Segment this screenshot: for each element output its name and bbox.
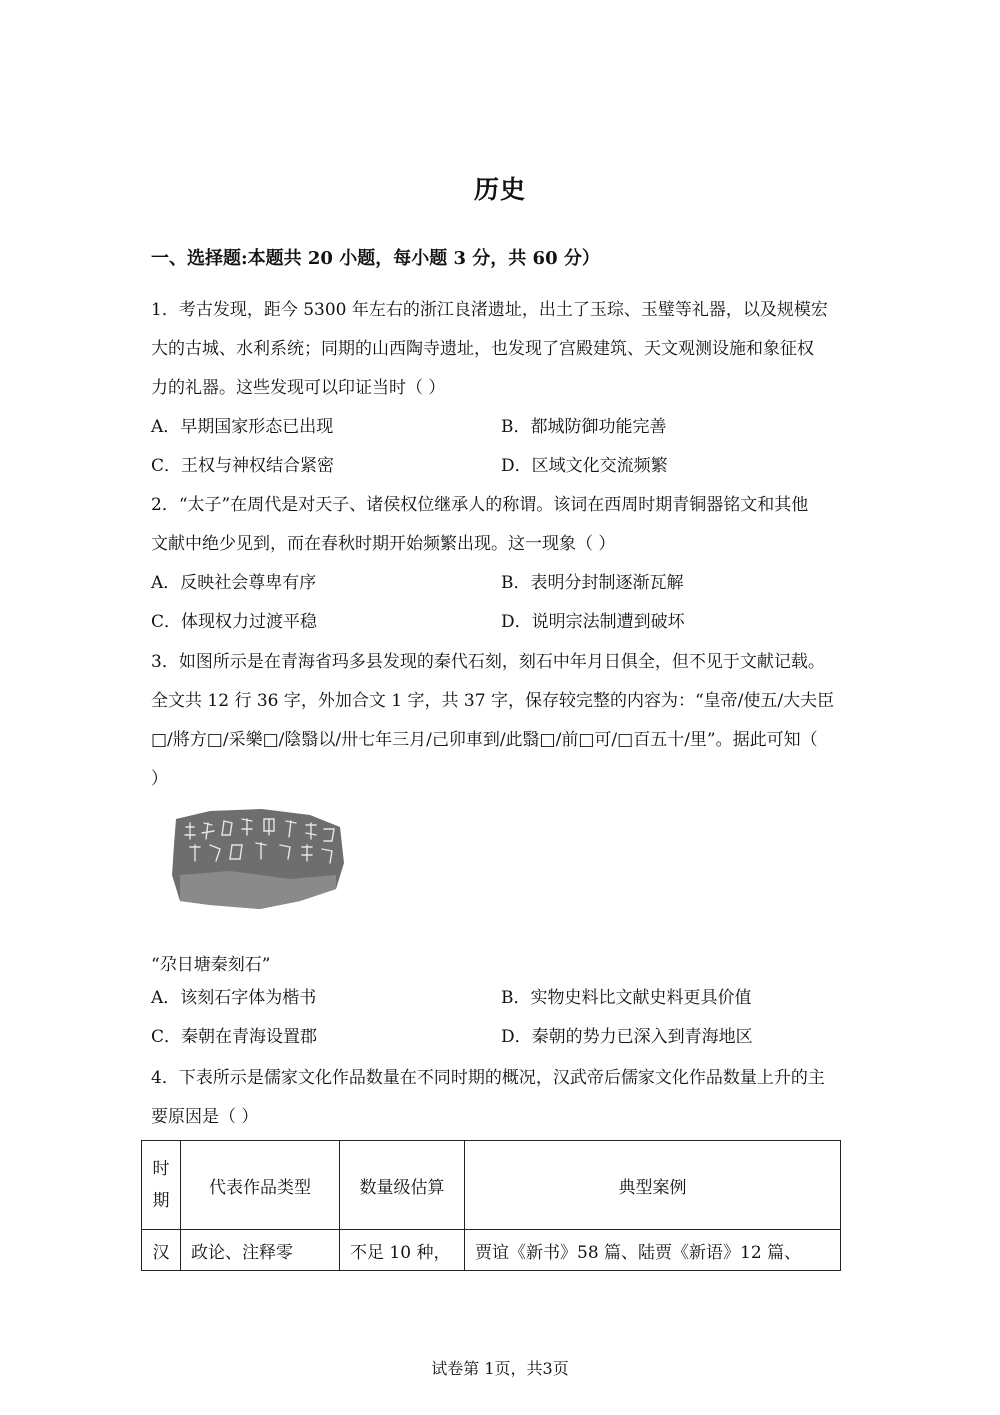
- q4-table: [141, 1140, 841, 1271]
- q1-option-c: C．王权与神权结合紧密: [151, 456, 335, 476]
- header-examples: 典型案例: [465, 1141, 841, 1230]
- image-caption: “尕日塘秦刻石”: [151, 955, 271, 975]
- q1-stem-line-3: 力的礼器。这些发现可以印证当时（ ）: [151, 378, 446, 398]
- q2-stem-line-2: 文献中绝少见到，而在春秋时期开始频繁出现。这一现象（ ）: [151, 534, 616, 554]
- q1-stem-line-2: 大的古城、水利系统；同期的山西陶寺遗址，也发现了宫殿建筑、天文观测设施和象征权: [151, 339, 814, 359]
- q3-stem-line-4: ）: [151, 769, 168, 789]
- q3-option-a: A．该刻石字体为楷书: [151, 988, 317, 1008]
- header-work-type: 代表作品类型: [181, 1141, 340, 1230]
- header-period: 时 期: [142, 1141, 181, 1230]
- header-quantity: 数量级估算: [340, 1141, 465, 1230]
- q3-stem-line-2: 全文共 12 行 36 字，外加合文 1 字，共 37 字，保存较完整的内容为：“皇帝/使五/大夫臣: [151, 691, 835, 711]
- section-heading: 一、选择题:本题共 20 小题，每小题 3 分，共 60 分）: [151, 248, 600, 269]
- q2-option-d: D．说明宗法制遭到破坏: [501, 612, 685, 632]
- table-row: [142, 1230, 841, 1271]
- q4-stem-line-2: 要原因是（ ）: [151, 1107, 259, 1127]
- q2-stem-line-1: 2．“太子”在周代是对天子、诸侯权位继承人的称谓。该词在西周时期青铜器铭文和其他: [151, 495, 809, 515]
- q1-option-a: A．早期国家形态已出现: [151, 417, 334, 437]
- cell-examples: 贾谊《新书》58 篇、陆贾《新语》12 篇、: [465, 1230, 841, 1271]
- q1-option-b: B．都城防御功能完善: [501, 417, 667, 437]
- q3-stem-line-1: 3．如图所示是在青海省玛多县发现的秦代石刻，刻石中年月日俱全，但不见于文献记载。: [151, 652, 825, 672]
- page-footer: 试卷第 1页，共3页: [431, 1359, 569, 1378]
- q1-stem-line-1: 1．考古发现，距今 5300 年左右的浙江良渚遗址，出土了玉琮、玉璧等礼器，以及规模宏: [151, 300, 828, 320]
- q2-option-a: A．反映社会尊卑有序: [151, 573, 317, 593]
- q2-option-b: B．表明分封制逐渐瓦解: [501, 573, 684, 593]
- page-title: 历史: [473, 175, 526, 204]
- q4-stem-line-1: 4．下表所示是儒家文化作品数量在不同时期的概况，汉武帝后儒家文化作品数量上升的主: [151, 1068, 825, 1088]
- cell-quantity: 不足 10 种，: [340, 1230, 465, 1271]
- q3-option-c: C．秦朝在青海设置郡: [151, 1027, 318, 1047]
- cell-work-type: 政论、注释零: [181, 1230, 340, 1271]
- stone-inscription-image: [170, 805, 345, 915]
- q3-stem-line-3: □/將方□/采樂□/陰翳以/卅七年三月/己卯車到/此翳□/前□可/□百五十/里”。据此可知（: [151, 730, 818, 750]
- q3-option-d: D．秦朝的势力已深入到青海地区: [501, 1027, 753, 1047]
- q1-option-d: D．区域文化交流频繁: [501, 456, 668, 476]
- cell-period: 汉: [142, 1230, 181, 1271]
- table-header-row: [142, 1141, 841, 1230]
- q3-option-b: B．实物史料比文献史料更具价值: [501, 988, 752, 1008]
- q2-option-c: C．体现权力过渡平稳: [151, 612, 318, 632]
